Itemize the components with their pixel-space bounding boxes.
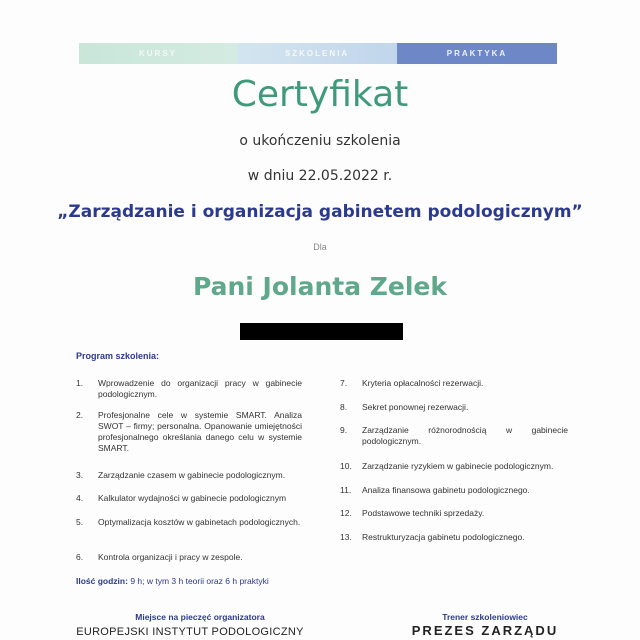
program-item: [76, 517, 302, 528]
certificate-subtitle: o ukończeniu szkolenia: [239, 133, 401, 149]
course-name: „Zarządzanie i organizacja gabinetem podologicznym”: [57, 202, 583, 222]
item-text: Kontrola organizacji i pracy w zespole.: [98, 552, 243, 562]
program-item: [76, 470, 302, 481]
item-number: 10.: [340, 461, 352, 471]
item-text: Analiza finansowa gabinetu podologicznego.: [362, 485, 530, 495]
item-text: Kryteria opłacalności rezerwacji.: [362, 378, 484, 388]
item-number: 13.: [340, 532, 352, 542]
certificate-title: Certyfikat: [231, 74, 409, 115]
header-banner: [79, 43, 557, 64]
item-number: 12.: [340, 508, 352, 518]
recipient-name: Pani Jolanta Zelek: [192, 272, 448, 301]
hours-value: 9 h; w tym 3 h teorii oraz 6 h praktyki: [127, 576, 269, 586]
item-text: Optymalizacja kosztów w gabinetach podologicznych.: [98, 517, 301, 527]
item-number: 3.: [76, 470, 84, 480]
hours-summary: [76, 576, 269, 586]
program-item: [340, 508, 568, 519]
item-text: Profesjonalne cele w systemie SMART. Analiza SWOT – firmy; personalna. Opanowanie umiejętności profesjonalnego określania danego celu w systemie SMART.: [98, 410, 302, 453]
program-item: [340, 402, 568, 413]
item-number: 4.: [76, 493, 84, 503]
item-text: Kalkulator wydajności w gabinecie podologicznym: [98, 493, 287, 503]
hours-label: Ilość godzin:: [76, 576, 128, 586]
program-item: [76, 410, 302, 454]
item-number: 2.: [76, 410, 84, 420]
redaction-bar: [240, 323, 403, 340]
organization-name: EUROPEJSKI INSTYTUT PODOLOGICZNY: [76, 626, 304, 638]
trainer-label: Trener szkoleniowiec: [442, 612, 528, 622]
item-text: Wprowadzenie do organizacji pracy w gabinecie podologicznym.: [98, 378, 302, 399]
item-text: Zarządzanie różnorodnością w gabinecie podologicznym.: [362, 425, 568, 446]
program-item: [76, 378, 302, 400]
program-item: [76, 552, 302, 563]
item-number: 9.: [340, 425, 348, 435]
item-text: Zarządzanie ryzykiem w gabinecie podologicznym.: [362, 461, 554, 471]
program-item: [76, 493, 302, 504]
program-item: [340, 425, 568, 447]
item-number: 6.: [76, 552, 84, 562]
program-item: [340, 378, 568, 389]
banner-segment-szkolenia: SZKOLENIA: [237, 43, 397, 64]
banner-segment-kursy: KURSY: [79, 43, 237, 64]
item-text: Restrukturyzacja gabinetu podologicznego.: [362, 532, 525, 542]
item-text: Zarządzanie czasem w gabinecie podologicznym.: [98, 470, 286, 480]
item-number: 8.: [340, 402, 348, 412]
item-number: 11.: [340, 485, 352, 495]
for-label: Dla: [313, 242, 327, 252]
banner-segment-praktyka: PRAKTYKA: [397, 43, 557, 64]
program-item: [340, 485, 568, 496]
item-number: 1.: [76, 378, 84, 388]
item-number: 7.: [340, 378, 348, 388]
program-heading: Program szkolenia:: [76, 351, 160, 361]
signatory-role: PREZES ZARZĄDU: [411, 623, 559, 638]
stamp-label: Miejsce na pieczęć organizatora: [135, 612, 265, 622]
program-item: [340, 461, 568, 472]
certificate-date: w dniu 22.05.2022 r.: [247, 168, 393, 184]
item-text: Podstawowe techniki sprzedaży.: [362, 508, 485, 518]
item-number: 5.: [76, 517, 84, 527]
program-item: [340, 532, 568, 543]
item-text: Sekret ponownej rezerwacji.: [362, 402, 469, 412]
